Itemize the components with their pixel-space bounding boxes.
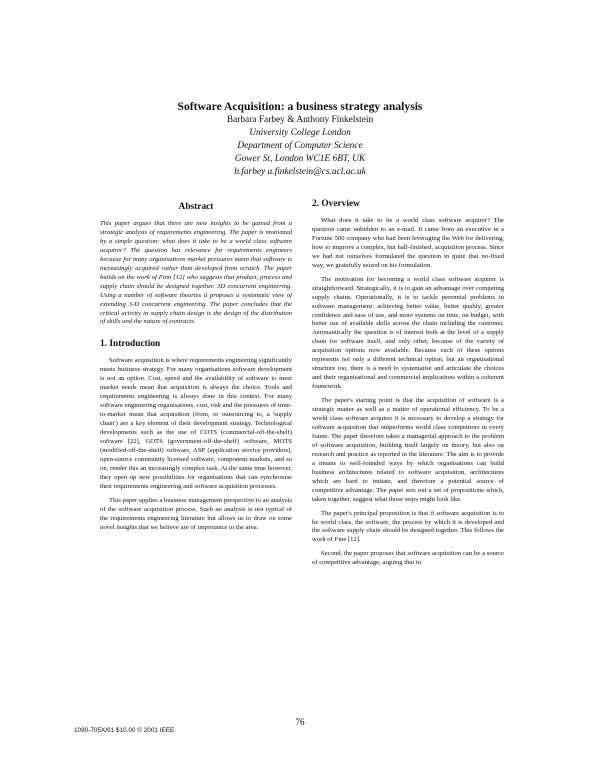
overview-heading: 2. Overview — [312, 199, 360, 209]
abstract-text: This paper argues that there are new insights to be gained from a strategic analysis of requirements engineering. The paper is motivated by a simple question: what does it take to be a world class software acquirer? The question has relevance for requirements engineers because for many organisations market pressures mean that software is increasingly acquired rather than developed from scratch. The paper builds on the work of Finn [12] who suggests that product, process and supply chain should be designed together. 3D concurrent engineering. Using a number of software theories it proposes a systematic view of extending 3-D concurrent engineering. The paper concludes that the critical activity in supply chain design is the design of the distribution of skills and the nature of contracts. — [100, 220, 292, 326]
introduction-paragraph-2: This paper applies a business management perspective to an analysis of the software acquisition process. Such an analysis is not typical of the requirements engineering literature but allows us to draw on some novel insights that we believe are of importance to the area. — [100, 496, 292, 531]
overview-paragraph-5: Second, the paper proposes that software acquisition can be a source of competitive advantage, arguing that in — [312, 550, 504, 567]
left-column — [100, 198, 292, 538]
affiliation-university: University College London — [249, 128, 351, 138]
overview-paragraph-4: The paper's principal proposition is that if software acquisition is to be world class, the software, the process by which it is developed and the software supply chain should be designed together. This follows the work of Fine [12]. — [312, 509, 504, 544]
copyright-notice: 1090-705X/01 $10.00 © 2001 IEEE — [74, 727, 175, 734]
overview-paragraph-2: The motivation for becoming a world class software acquirer is straightforward. Strategically, it is to gain an advantage over competing supply chains. Operationally, it is to tackle perennial problems in software management: achieving better value, better quality, greater confidence and ease of use, and more systems on time, on budget, with better use of available skills across the chain including the customer. Aeronautically the question is of interest both at the level of a supply chain for software itself, and only other, because of the variety of acquisition options now available. Because each of these options represents not only a different technical option, but an organisational structure too, there is a need to systematise and articulate the choices and their organisational and commercial implications within a coherent framework. — [312, 275, 504, 391]
introduction-paragraph-1: Software acquisition is where requirements engineering significantly meets business strategy. For many organisations software development is not an option. Cost, speed and the availability of software to meet market needs mean that acquisition is always the choice. Tools and requirements engineering is always done in this context. For many software engineering organisations, cost, risk and the pressures of time-to-market mean that acquisition (from, or outsourcing to, a 'supply chain') are a key element of their development strategy. Technological developments such as the use of COTS (commercial-off-the-shelf) software [22], GOTS (government-off-the-shelf) software, MOTS (modified-off-the-shelf) software, ASP (application service providers), open-source community licensed software, component markets, and so on, render this an increasingly complex task. At the same time however, they open up new possibilities for organisations that can synchronise their requirements engineering and software acquisition processes. — [100, 357, 292, 490]
affiliation-department: Department of Computer Science — [237, 141, 363, 151]
overview-paragraph-1: What does it take to be a world class software acquirer? The question came unbidden to an e-mail. It came from an executive in a Fortune 500 company who had been leveraging the Web for delivering, how to improve a complex, but half-finished, acquisition process. Since we had not ourselves formulated the question in quite that no-fixed way, we gratefully seized on his formulation. — [312, 217, 504, 269]
author-emails[interactable]: b.farbey a.finkelstein@cs.ucl.ac.uk — [234, 167, 366, 177]
paper-title: Software Acquisition: a business strategy analysis — [177, 100, 423, 113]
introduction-heading: 1. Introduction — [100, 339, 161, 350]
affiliation-address: Gower St, London WC1E 6BT, UK — [234, 154, 366, 164]
paper-header — [0, 100, 600, 179]
right-column — [312, 198, 504, 573]
abstract-heading: Abstract — [178, 202, 214, 212]
overview-paragraph-3: The paper's starting point is that the acquisition of software is a strategic matter as well as a matter of operational efficiency. To be a world class software acquirer it is necessary to develop a strategy for software acquisition that outperforms world class competitors in every frame. The paper therefore takes a managerial approach to the problem of software acquisition, building itself largely on theory, but also on research and practice as reported in the literature. The aim is to provide a means to well-founded ways by which organisations can build business architectures related to software acquisition, architectures which are hard to imitate, and therefore a potential source of competitive advantage. The paper sets out a set of propositions which, taken together, suggest what those steps might look like. — [312, 397, 504, 503]
page-number: 76 — [295, 717, 305, 727]
paper-authors: Barbara Farbey & Anthony Finkelstein — [226, 115, 374, 125]
